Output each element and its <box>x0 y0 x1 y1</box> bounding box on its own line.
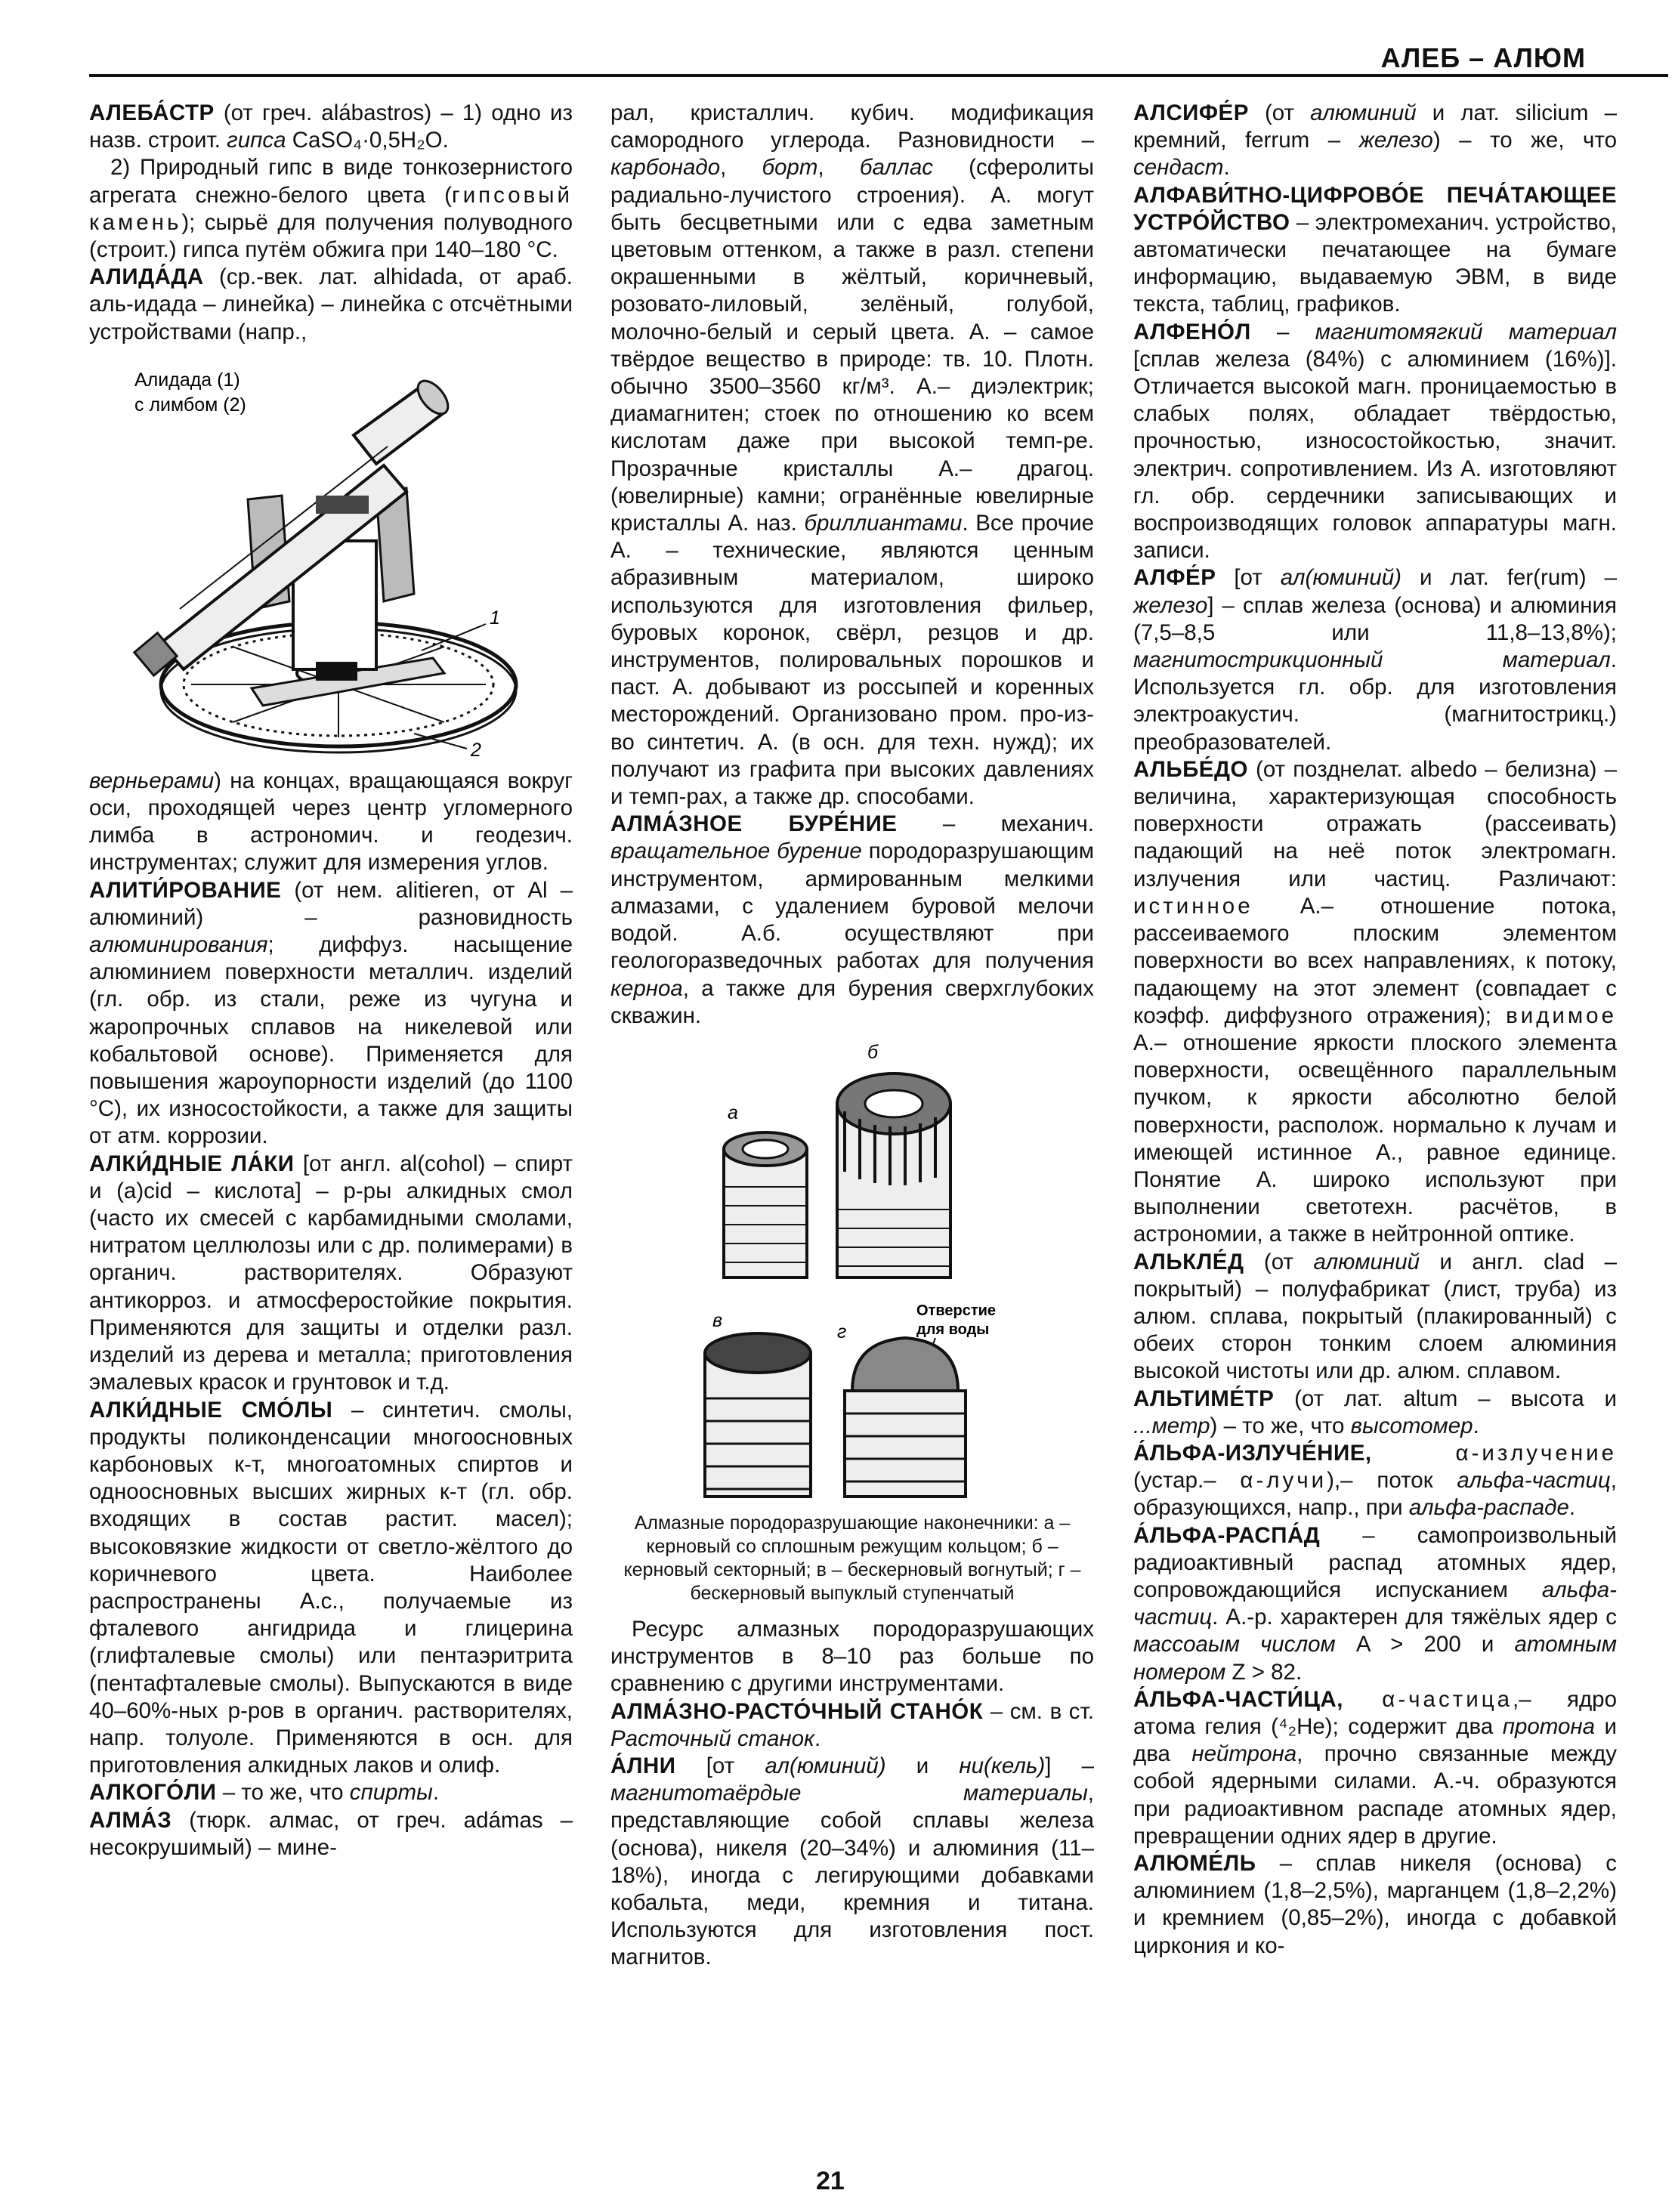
headword: А́ЛЬФА-ЧАСТИ́ЦА, <box>1133 1686 1343 1712</box>
headword: АЛКОГО́ЛИ <box>89 1780 217 1806</box>
column-1 <box>89 100 573 1861</box>
entry-almaz-cont: рал, кристаллич. кубич. модификация самородного углерода. Разновидности – карбонадо, борт, баллас (сферолиты радиально-лучистого строения). А. могут быть бесцветными или с едва заметным цветовым оттенком, а также в разл. степени окрашенными в жёлтый, коричневый, розовато-лиловый, зелёный, голубой, молочно-белый и серый цвета. А. – самое твёрдое вещество в природе: тв. 10. Плотн. обычно 3500–3560 кг/м³. А.– диэлектрик; диамагнитен; стоек по отношению ко всем кислотам даже при высокой темп-ре. Прозрачные кристаллы А.– драгоц. (ювелирные) камни; огранённые ювелирные кристаллы А. наз. бриллиантами. Все прочие А. – технические, являются ценным абразивным материалом, широко используются для изготовления фильер, буровых коронок, свёрл, резцов и др. инструментов, полировальных порошков и паст. А. добывают из россыпей и коренных месторождений. Организовано пром. про-из-во синтетич. А. (в осн. для техн. нужд); их получают из графита при высоких давлениях и темп-рах, а также др. способами. <box>610 100 1094 810</box>
header-rule <box>89 74 1668 77</box>
headword: А́ЛНИ <box>610 1753 676 1778</box>
entry-alebastr-2: 2) Природный гипс в виде тонкозернистого агрегата снежно-белого цвета (гипсовый камень); сырьё для получения полуводного (строит.) гипса путём обжига при 140–180 °С. <box>89 155 573 263</box>
marker-2: 2 <box>471 739 481 760</box>
entry-alfa-raspad: А́ЛЬФА-РАСПА́Д – самопроизвольный радиоактивный распад атомных ядер, сопровождающийся испусканием альфа-частиц. А.-р. характерен для тяжёлых ядер с массоаым числом A > 200 и атомным номером Z > 82. <box>1133 1522 1617 1685</box>
headword: АЛМА́ЗНОЕ БУРЕ́НИЕ <box>610 811 898 837</box>
headword: АЛИТИ́РОВАНИЕ <box>89 877 282 903</box>
headword: А́ЛЬФА-РАСПА́Д <box>1133 1522 1321 1548</box>
column-3 <box>1133 100 1617 1960</box>
headword: АЛФЕ́Р <box>1133 565 1216 591</box>
column-2 <box>610 100 1094 1972</box>
entry-alkidnye-laki: АЛКИ́ДНЫЕ ЛА́КИ [от англ. al(cohol) – спирт и (a)cid – кислота] – р-ры алкидных смол (часто их смесей с карбамидными смолами, нитратом целлюлозы или с др. полимерами) в органич. растворителях. Образуют антикорроз. и атмосферостойкие покрытия. Применяются для защиты и отделки разл. изделий из дерева и металла; приготовления эмалевых красок и грунтовок и т.д. <box>89 1151 573 1395</box>
hole-label-2: для воды <box>916 1321 990 1338</box>
entry-alkidnye-smoly: АЛКИ́ДНЫЕ СМО́ЛЫ – синтетич. смолы, продукты поликонденсации многоосновных карбоновых к-т, многоатомных спиртов и одноосновных высших жирных к-т (гл. обр. входящих в состав растит. масел); высоковязкие жидкости от светло-жёлтого до коричневого цвета. Наиболее распространены А.с., получаемые из фталевого ангидрида и глицерина (глифталевые смолы) или пентаэритрита (пентафталевые смолы). Выпускаются в виде 40–60%-ных р-ров в органич. растворителях, напр. толуоле. Применяются в осн. для приготовления алкидных лаков и олиф. <box>89 1397 573 1778</box>
headword: АЛКИ́ДНЫЕ ЛА́КИ <box>89 1151 295 1176</box>
alidade-label-2: с лимбом (2) <box>134 394 246 416</box>
headword: АЛФАВИ́ТНО-ЦИФРОВО́Е ПЕЧА́ТАЮЩЕЕ УСТРО́ЙСТВО <box>1133 182 1617 235</box>
hole-label-1: Отверстие <box>916 1302 997 1319</box>
entry-alebastr: АЛЕБА́СТР (от греч. alábastros) – 1) одно из назв. строит. гипса CaSO₄·0,5H₂O. <box>89 100 573 153</box>
figure-caption: Алмазные породоразрушающие наконечники: а – керновый со сплошным режущим кольцом; б – керновый секторный; в – бескерновый вогнутый; г – бескерновый выпуклый ступенчатый <box>623 1512 1081 1604</box>
headword: АЛМА́З <box>89 1807 172 1833</box>
label-b: б <box>867 1041 879 1063</box>
entry-alsifer: АЛСИФЕ́Р (от алюминий и лат. silicium – кремний, ferrum – железо) – то же, что сендаст. <box>1133 100 1617 181</box>
entry-almaznoe-burenie: АЛМА́ЗНОЕ БУРЕ́НИЕ – механич. вращательное бурение породоразрушающим инструментом, армированным мелкими алмазами, с удалением буровой мелочи водой. А.б. осуществляют при геологоразведочных работах для получения керноа, а также для бурения сверхглубоких скважин. <box>610 811 1094 1028</box>
headword: АЛЬТИМЕ́ТР <box>1133 1386 1275 1411</box>
figure-drill-bits <box>610 1036 1094 1504</box>
figure-alidade <box>89 352 573 760</box>
entry-alumel: АЛЮМЕ́ЛЬ – сплав никеля (основа) с алюминием (1,8–2,5%), марганцем (1,8–2,2%) и кремнием (0,85–2%), иногда с добавкой циркония и ко- <box>1133 1851 1617 1958</box>
alidade-label-1: Алидада (1) <box>134 369 240 391</box>
headword: А́ЛЬФА-ИЗЛУЧЕ́НИЕ, <box>1133 1440 1372 1466</box>
label-g: г <box>837 1321 847 1342</box>
entry-alfavitno: АЛФАВИ́ТНО-ЦИФРОВО́Е ПЕЧА́ТАЮЩЕЕ УСТРО́ЙСТВО – электромеханич. устройство, автоматически печатающее на бумаге информацию, выдаваемую ЭВМ, в виде текста, таблиц, графиков. <box>1133 182 1617 317</box>
entry-alfenol: АЛФЕНО́Л – магнитомягкий материал [сплав железа (84%) с алюминием (16%)]. Отличается высокой магн. проницаемостью в слабых полях, обладает твёрдостью, прочностью, износостойкостью, значит. электрич. сопротивлением. Из А. изготовляют гл. обр. сердечники записывающих и воспроизводящих головок аппаратуры магн. записи. <box>1133 319 1617 564</box>
headword: АЛФЕНО́Л <box>1133 319 1251 344</box>
alidade-illustration <box>89 352 573 760</box>
label-a: а <box>728 1101 738 1123</box>
headword: АЛЬКЛЕ́Д <box>1133 1249 1244 1274</box>
running-head: АЛЕБ – АЛЮМ <box>1380 42 1586 73</box>
entry-alitirovanie: АЛИТИ́РОВАНИЕ (от нем. alitieren, от Al – алюминий) – разновидность алюминирования; диффуз. насыщение алюминием поверхности металлич. изделий (гл. обр. из стали, реже из чугуна и жаропрочных сплавов на никелевой или кобальтовой основе). Применяется для повышения жароупорности изделий (до 1100 °С), их износостойкости, а также для защиты от атм. коррозии. <box>89 877 573 1149</box>
entry-albedo: АЛЬБЕ́ДО (от позднелат. albedo – белизна) – величина, характеризующая способность поверхности отражать (рассеивать) падающий на неё поток электромагн. излучения или частиц. Различают: истинное А.– отношение потока, рассеиваемого плоским элементом поверхности во всех направлениях, к потоку, падающему на этот элемент (совпадает с коэфф. диффузного отражения); видимое А.– отношение яркости плоского элемента поверхности, освещённого параллельным пучком, к яркости абсолютно белой поверхности, располож. нормально к лучам и имеющей истинное А., равное единице. Понятие А. широко используют при выполнении светотехн. расчётов, в астрономии, а также в нейтронной оптике. <box>1133 756 1617 1247</box>
headword: АЛЕБА́СТР <box>89 100 215 125</box>
entry-alfa-izluchenie: А́ЛЬФА-ИЗЛУЧЕ́НИЕ, α-излучение (устар.– α-лучи),– поток альфа-частиц, образующихся, напр., при альфа-распаде. <box>1133 1440 1617 1521</box>
entry-alidada-cont: верньерами) на концах, вращающаяся вокруг оси, проходящей через центр угломерного лимба в астрономич. и геодезич. инструментах; служит для измерения углов. <box>89 768 573 876</box>
entry-alfer: АЛФЕ́Р [от ал(юминий) и лат. fer(rum) – железо] – сплав железа (основа) и алюминия (7,5–8,5 или 11,8–13,8%); магнитострикционный материал. Используется гл. обр. для изготовления электроакустич. (магнитострикц.) преобразователей. <box>1133 565 1617 755</box>
drill-bits-illustration <box>610 1036 1094 1504</box>
headword: АЛИДА́ДА <box>89 264 204 290</box>
entry-resurs: Ресурс алмазных породоразрушающих инструментов в 8–10 раз больше по сравнению с другими инструментами. <box>610 1616 1094 1697</box>
headword: АЛЮМЕ́ЛЬ <box>1133 1851 1256 1876</box>
entry-alni: А́ЛНИ [от ал(юминий) и ни(кель)] – магнитотаёрдые материалы, представляющие собой сплавы железа (основа), никеля (20–34%) и алюминия (11–18%), иногда с легирующими добавками кобальта, меди, кремния и титана. Используются для изготовления пост. магнитов. <box>610 1753 1094 1970</box>
entry-altimetr: АЛЬТИМЕ́ТР (от лат. altum – высота и ...метр) – то же, что высотомер. <box>1133 1386 1617 1438</box>
entry-stanok: АЛМА́ЗНО-РАСТО́ЧНЫЙ СТАНО́К – см. в ст. Расточный станок. <box>610 1698 1094 1751</box>
entry-alfa-chastica: А́ЛЬФА-ЧАСТИ́ЦА, α-частица,– ядро атома гелия (⁴₂He); содержит два протона и два нейтрона, прочно связанные между собой ядерными силами. А.-ч. образуются при радиоактивном распаде атомных ядер, превращении одних ядер в другие. <box>1133 1686 1618 1849</box>
entry-alkogoli: АЛКОГО́ЛИ – то же, что спирты. <box>89 1780 440 1806</box>
entry-alidada: АЛИДА́ДА (ср.-век. лат. alhidada, от араб. аль-идада – линейка) – линейка с отсчётными устройствами (напр., <box>89 264 573 344</box>
headword: АЛКИ́ДНЫЕ СМО́ЛЫ <box>89 1397 333 1423</box>
label-v: в <box>712 1309 723 1331</box>
headword: АЛСИФЕ́Р <box>1133 100 1249 125</box>
entry-almaz: АЛМА́З (тюрк. алмас, от греч. adámas – несокрушимый) – мине- <box>89 1807 573 1860</box>
marker-1: 1 <box>490 607 500 629</box>
headword: АЛЬБЕ́ДО <box>1133 756 1248 782</box>
headword: АЛМА́ЗНО-РАСТО́ЧНЫЙ СТАНО́К <box>610 1698 984 1724</box>
page-number: 21 <box>816 2167 845 2195</box>
entry-alklad: АЛЬКЛЕ́Д (от алюминий и англ. clad – покрытый) – полуфабрикат (лист, труба) из алюм. сплава, покрытый (плакированный) с обеих сторон тонким слоем алюминия высокой чистоты или др. алюм. сплавом. <box>1133 1249 1617 1384</box>
